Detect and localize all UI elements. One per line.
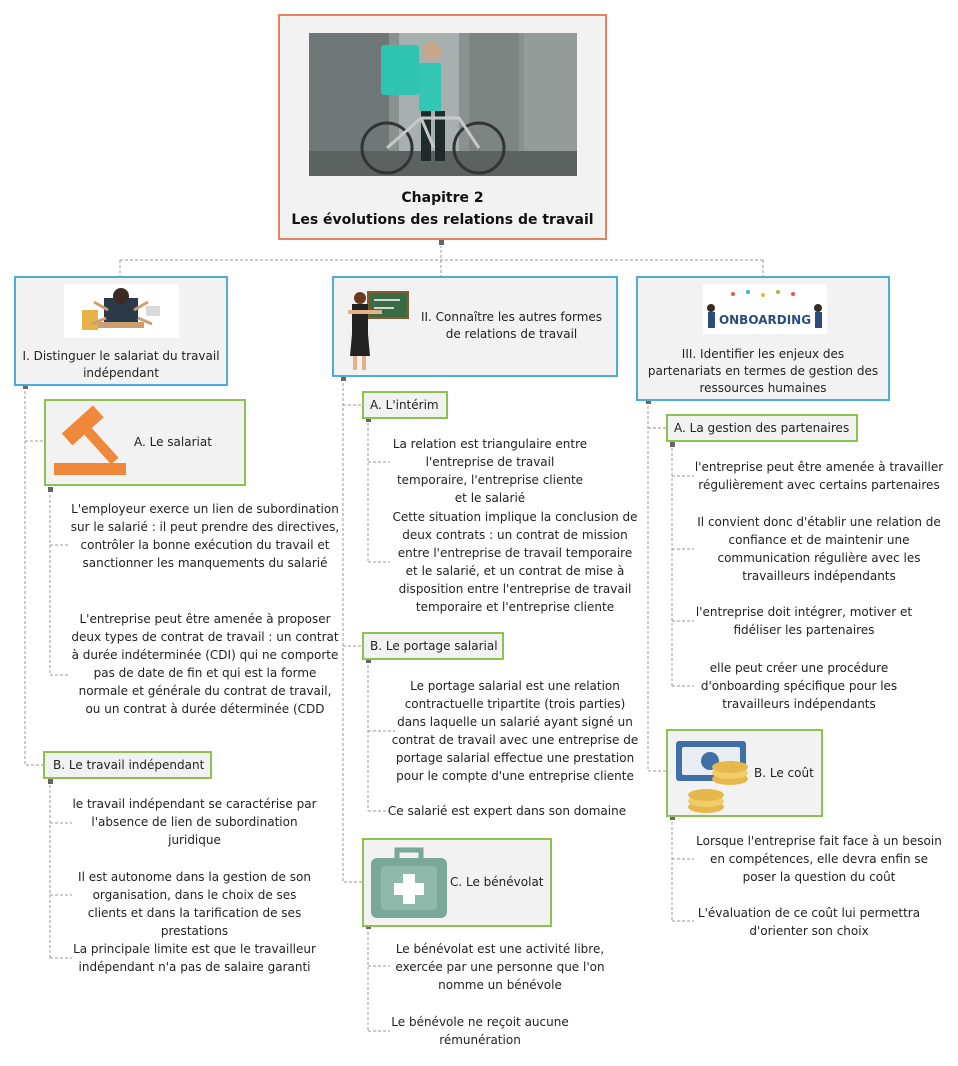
root-title: Les évolutions des relations de travail	[291, 212, 594, 228]
s2-b-leaf-1: Le portage salarial est une relation contractuelle tripartite (trois parties) dans laquelle un salarié ayant signé un contrat de travail avec une entreprise de portage salarial effectue une prestation pour le compte d'une entreprise cliente	[391, 679, 639, 783]
s2-portage-node[interactable]	[362, 632, 504, 660]
section-3-title: III. Identifier les enjeux des partenariats en termes de gestion des ressources humaines	[647, 347, 879, 395]
s1-b-leaf-3: La principale limite est que le travailleur indépendant n'a pas de salaire garanti	[73, 942, 316, 974]
s1-b-leaf-1: le travail indépendant se caractérise par l'absence de lien de subordination juridique	[72, 797, 317, 847]
s1-independent-node[interactable]	[43, 751, 212, 779]
s3-partners-node[interactable]	[666, 414, 858, 442]
s1-b-leaf-2: Il est autonome dans la gestion de son organisation, dans le choix de ses clients et dans la tarification de ses prestations	[78, 870, 311, 938]
collapse-toggle[interactable]	[669, 441, 676, 448]
section-1-title: I. Distinguer le salariat du travail indépendant	[22, 349, 220, 380]
collapse-toggle[interactable]	[47, 486, 54, 493]
collapse-toggle[interactable]	[47, 778, 54, 785]
money-icon	[672, 735, 756, 815]
s2-benevolat-node[interactable]	[362, 838, 552, 927]
s2-b-leaf-2: Ce salarié est expert dans son domaine	[387, 804, 627, 818]
onboarding-illustration	[703, 284, 827, 334]
chapter-label: Chapitre 2	[401, 190, 484, 206]
section-1-node[interactable]	[14, 276, 228, 386]
s2-c-leaf-2: Le bénévole ne reçoit aucune rémunération	[391, 1015, 569, 1047]
root-node[interactable]	[278, 14, 607, 240]
s1-a-leaf-2: L'entreprise peut être amenée à proposer deux types de contrat de travail : un contrat à durée indéterminée (CDI) qui ne comporte pas de date de fin et qui est la forme normale et générale du contrat de travail, ou un contrat à durée déterminée (CDD	[71, 612, 339, 716]
s2-a-leaf-2: Cette situation implique la conclusion de deux contrats : un contrat de mission entre l'entreprise de travail temporaire et le salarié, et un contrat de mise à disposition entre l'entreprise de travail temporaire et l'entreprise cliente	[392, 510, 638, 614]
s3-a-leaf-2: Il convient donc d'établir une relation de confiance et de maintenir une communication régulière avec les travailleurs indépendants	[697, 515, 941, 583]
s3-cost-node[interactable]	[666, 729, 823, 817]
s3-a-leaf-3: l'entreprise doit intégrer, motiver et fidéliser les partenaires	[695, 605, 913, 637]
s3-b-leaf-1: Lorsque l'entreprise fait face à un besoin en compétences, elle devra enfin se poser la question du coût	[696, 834, 942, 884]
s2-interim-title: A. L'intérim	[370, 398, 439, 412]
s2-a-leaf-1: La relation est triangulaire entre l'entreprise de travail temporaire, l'entreprise cliente et le salarié	[392, 437, 588, 505]
s1-salariat-title: A. Le salariat	[134, 435, 212, 449]
s1-independent-title: B. Le travail indépendant	[53, 758, 205, 772]
s2-portage-title: B. Le portage salarial	[370, 639, 498, 653]
s3-b-leaf-2: L'évaluation de ce coût lui permettra d'orienter son choix	[697, 906, 921, 938]
s1-salariat-node[interactable]	[44, 399, 246, 486]
section-3-node[interactable]	[636, 276, 890, 401]
collapse-toggle[interactable]	[438, 239, 445, 246]
onboarding-text: ONBOARDING	[718, 313, 812, 327]
section-2-node[interactable]	[332, 276, 618, 377]
s3-cost-title: B. Le coût	[754, 766, 814, 780]
s3-partners-title: A. La gestion des partenaires	[674, 421, 850, 435]
first-aid-kit-icon	[369, 844, 449, 922]
multitasking-worker-illustration	[64, 284, 179, 338]
s1-a-leaf-1: L'employeur exerce un lien de subordination sur le salarié : il peut prendre des directives, contrôler la bonne exécution du travail et sanctionner les manquements du salarié	[70, 502, 340, 570]
s3-a-leaf-4: elle peut créer une procédure d'onboarding spécifique pour les travailleurs indépendants	[700, 661, 898, 711]
delivery-cyclist-photo	[309, 33, 577, 176]
s3-a-leaf-1: l'entreprise peut être amenée à travailler régulièrement avec certains partenaires	[694, 460, 944, 492]
gavel-icon	[50, 405, 130, 482]
teacher-illustration	[342, 288, 412, 373]
s2-interim-node[interactable]	[362, 391, 448, 419]
s2-c-leaf-1: Le bénévolat est une activité libre, exercée par une personne que l'on nomme un bénévole	[395, 942, 605, 992]
section-2-title: II. Connaître les autres formes de relations de travail	[420, 310, 603, 341]
s2-benevolat-title: C. Le bénévolat	[450, 875, 544, 889]
